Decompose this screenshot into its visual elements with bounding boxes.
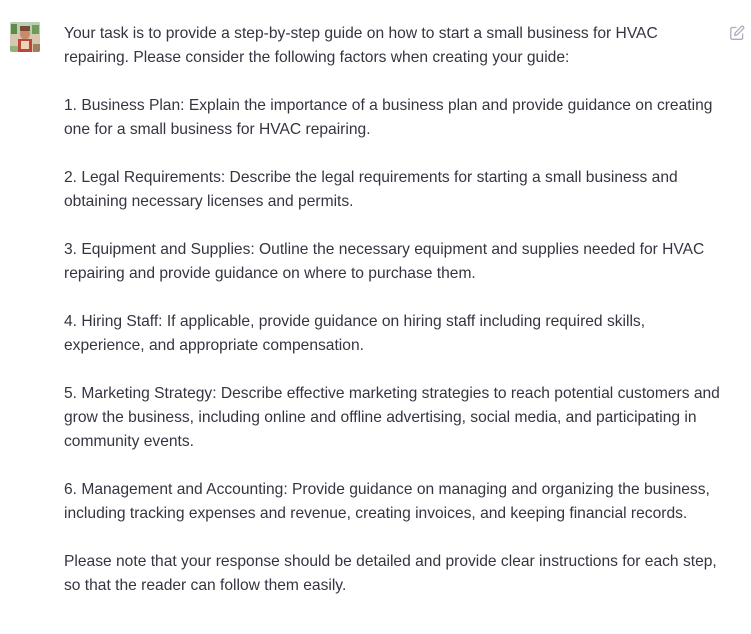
message-paragraph: 5. Marketing Strategy: Describe effective marketing strategies to reach potential customers and grow the business, including online and offline advertising, social media, and participating in community events. [64, 385, 720, 450]
message-paragraph: Your task is to provide a step-by-step guide on how to start a small business for HVAC repairing. Please consider the following factors when creating your guide: [64, 25, 658, 66]
user-message [64, 22, 724, 598]
user-avatar [10, 22, 40, 52]
message-paragraph: 3. Equipment and Supplies: Outline the necessary equipment and supplies needed for HVAC repairing and provide guidance on where to purchase them. [64, 241, 705, 282]
message-paragraph: 2. Legal Requirements: Describe the legal requirements for starting a small business and obtaining necessary licenses and permits. [64, 169, 678, 210]
message-paragraph: 1. Business Plan: Explain the importance of a business plan and provide guidance on creating one for a small business for HVAC repairing. [64, 97, 713, 138]
message-paragraph: 4. Hiring Staff: If applicable, provide guidance on hiring staff including required skills, experience, and appropriate compensation. [64, 313, 646, 354]
edit-icon [729, 25, 745, 41]
message-paragraph: 6. Management and Accounting: Provide guidance on managing and organizing the business, including tracking expenses and revenue, creating invoices, and keeping financial records. [64, 481, 710, 522]
edit-message-button[interactable] [729, 25, 745, 41]
message-paragraph: Please note that your response should be detailed and provide clear instructions for each step, so that the reader can follow them easily. [64, 553, 717, 594]
